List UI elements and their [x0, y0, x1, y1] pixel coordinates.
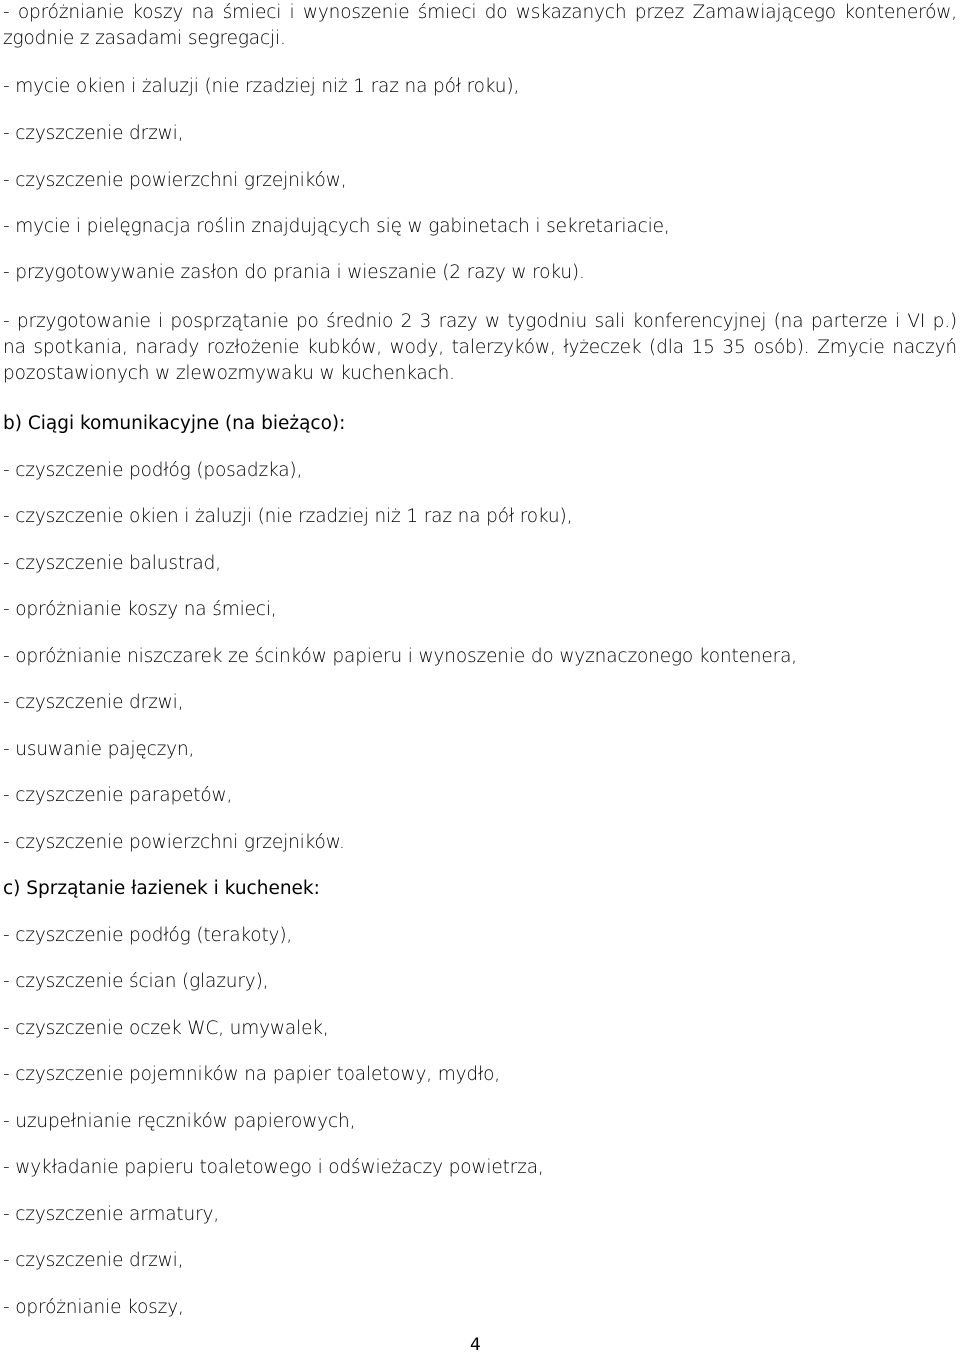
list-item-dispensers: - czyszczenie pojemników na papier toaletowy, mydło,	[3, 1064, 500, 1085]
list-item-doors: - czyszczenie drzwi,	[3, 692, 184, 713]
list-item-plant-care: - mycie i pielęgnacja roślin znajdujących się w gabinetach i sekretariacie,	[3, 216, 670, 237]
list-item-tile-floors: - czyszczenie podłóg (terakoty),	[3, 925, 293, 946]
list-item-radiators: - czyszczenie powierzchni grzejników.	[3, 832, 345, 853]
list-item-radiator-cleaning: - czyszczenie powierzchni grzejników,	[3, 170, 347, 191]
list-item-windowsills: - czyszczenie parapetów,	[3, 785, 233, 806]
list-item-fittings: - czyszczenie armatury,	[3, 1204, 220, 1225]
list-item-bathroom-doors: - czyszczenie drzwi,	[3, 1250, 184, 1271]
list-item-toilet-paper: - wykładanie papieru toaletowego i odświeżaczy powietrza,	[3, 1157, 544, 1178]
list-item-bins: - opróżnianie koszy na śmieci,	[3, 599, 277, 620]
list-item-shredders: - opróżnianie niszczarek ze ścinków papieru i wynoszenie do wyznaczonego kontenera,	[3, 646, 797, 667]
list-item-door-cleaning: - czyszczenie drzwi,	[3, 123, 184, 144]
list-item-toilets-sinks: - czyszczenie oczek WC, umywalek,	[3, 1018, 329, 1039]
section-heading-c: c) Sprzątanie łazienek i kuchenek:	[3, 878, 320, 899]
list-item-window-cleaning: - mycie okien i żaluzji (nie rzadziej niż 1 raz na pół roku),	[3, 76, 520, 97]
list-item-wall-tiles: - czyszczenie ścian (glazury),	[3, 971, 269, 992]
list-item-paper-towels: - uzupełnianie ręczników papierowych,	[3, 1111, 356, 1132]
list-item-curtains: - przygotowywanie zasłon do prania i wieszanie (2 razy w roku).	[3, 262, 585, 283]
paragraph-conference-room: - przygotowanie i posprzątanie po średnio 2 3 razy w tygodniu sali konferencyjnej (na parterze i VI p.) na spotkania, narady rozłożenie kubków, wody, talerzyków, łyżeczek (dla 15 35 osób). Zmycie naczyń pozostawionych w zlewozmywaku w kuchenkach.	[3, 311, 957, 384]
paragraph-waste-disposal: - opróżnianie koszy na śmieci i wynoszenie śmieci do wskazanych przez Zamawiającego kontenerów, zgodnie z zasadami segregacji.	[3, 2, 957, 49]
list-item-floor-cleaning: - czyszczenie podłóg (posadzka),	[3, 460, 303, 481]
page-number: 4	[470, 1335, 481, 1355]
section-heading-b: b) Ciągi komunikacyjne (na bieżąco):	[3, 413, 346, 434]
list-item-cobwebs: - usuwanie pajęczyn,	[3, 739, 195, 760]
list-item-bathroom-bins: - opróżnianie koszy,	[3, 1297, 184, 1318]
list-item-balustrades: - czyszczenie balustrad,	[3, 553, 221, 574]
list-item-corridor-windows: - czyszczenie okien i żaluzji (nie rzadziej niż 1 raz na pół roku),	[3, 506, 573, 527]
